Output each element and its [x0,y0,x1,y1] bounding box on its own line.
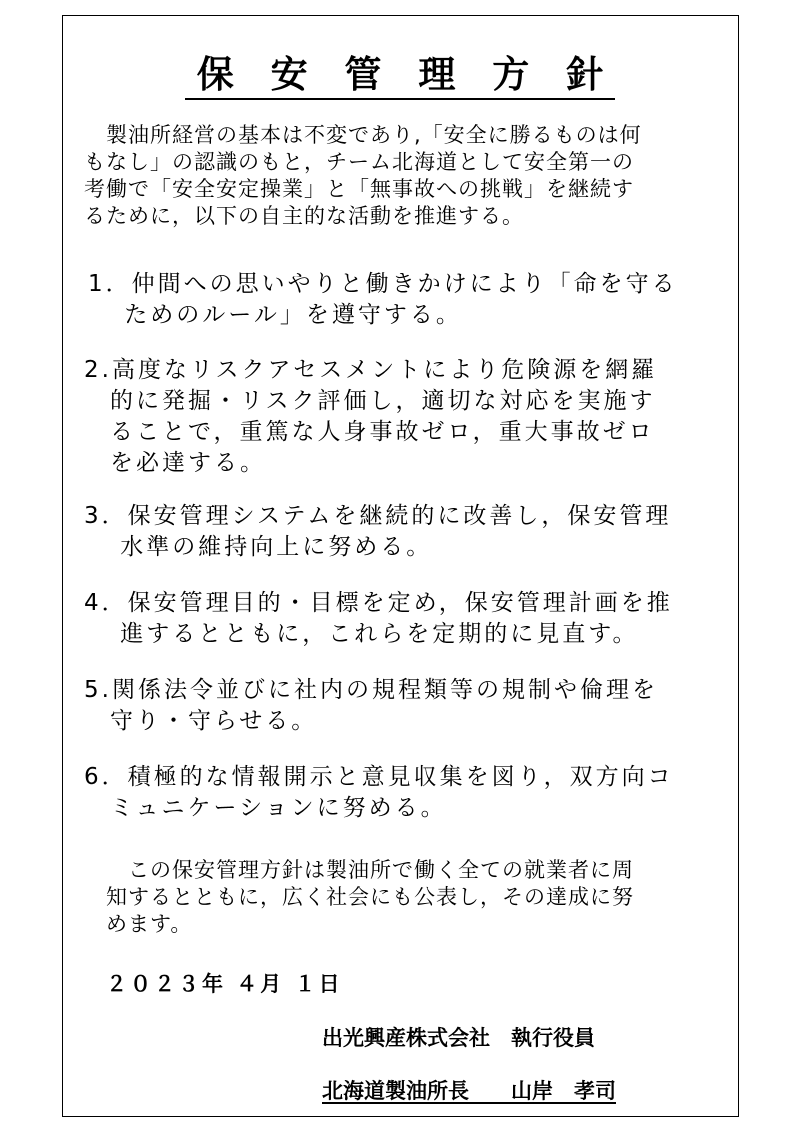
policy-item-4: 4．保安管理目的・目標を定め，保安管理計画を推 進するとともに，これらを定期的に見直す。 [84,590,673,647]
closing-line: この保安管理方針は製油所で働く全ての就業者に周 [106,858,634,882]
policy-item-2: 2.高度なリスクアセスメントにより危険源を網羅 的に発掘・リスク評価し，適切な対応を実施す ることで，重篤な人身事故ゼロ，重大事故ゼロ を必達する。 [84,357,658,476]
intro-paragraph [84,122,642,230]
policy-item-1: 1．仲間への思いやりと働きかけにより「命を守る ためのルール」を遵守する。 [88,271,678,328]
intro-line: るために，以下の自主的な活動を推進する。 [84,204,524,228]
document-title: 保 安 管 理 方 針 [0,44,800,98]
intro-line: もなし」の認識のもと，チーム北海道として安全第一の [84,150,634,174]
closing-line: 知するとともに，広く社会にも公表し，その達成に努 [106,885,634,909]
policy-item-5: 5.関係法令並びに社内の規程類等の規制や倫理を 守り・守らせる。 [84,677,658,734]
policy-item-3: 3．保安管理システムを継続的に改善し，保安管理 水準の維持向上に努める。 [84,503,672,560]
signature-name: 北海道製油所長 山岸 孝司 [322,1079,616,1103]
issue-date: ２０２３年 ４月 １日 [106,972,343,996]
intro-line: 製油所経営の基本は不変であり,「安全に勝るものは何 [84,123,642,147]
closing-line: めます。 [106,912,193,936]
closing-paragraph [106,857,634,938]
policy-item-6: 6．積極的な情報開示と意見収集を図り，双方向コ ミュニケーションに努める。 [84,764,674,821]
intro-line: 考働で「安全安定操業」と「無事故への挑戦」を継続す [84,177,634,201]
signature-company: 出光興産株式会社 執行役員 [322,1026,595,1050]
